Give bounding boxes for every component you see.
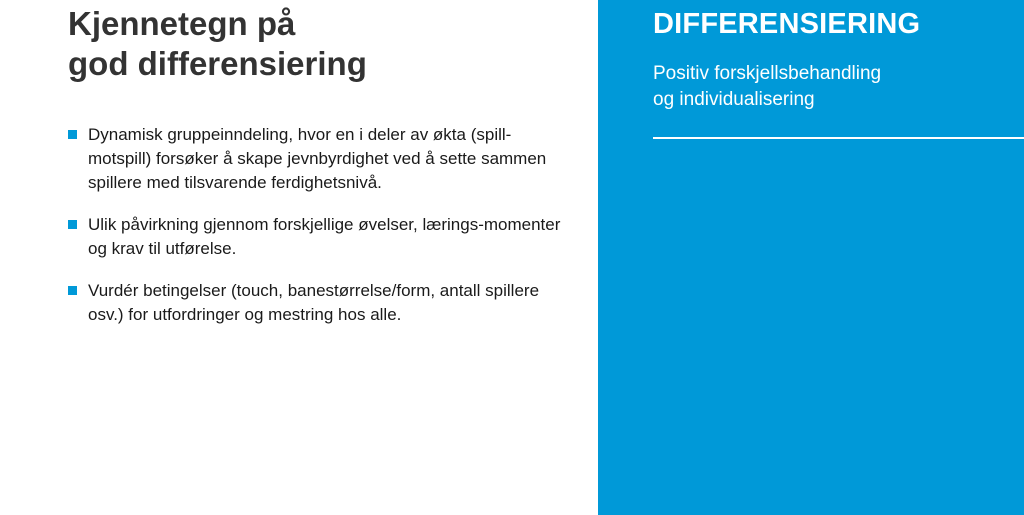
sidebar-subtitle — [653, 61, 993, 113]
bullet-item — [68, 279, 568, 327]
bullet-text: Vurdér betingelser (touch, banestørrelse/form, antall spillere osv.) for utfordringer og mestring hos alle. — [88, 281, 540, 324]
bullet-list — [68, 123, 568, 345]
bullet-item — [68, 123, 568, 195]
sidebar-title: DIFFERENSIERING — [653, 8, 921, 40]
bullet-item — [68, 213, 568, 261]
square-bullet-icon — [68, 220, 77, 229]
page-title-line-1: Kjennetegn på — [68, 5, 296, 42]
page-title — [68, 4, 568, 84]
page-title-line-2: god differensiering — [68, 45, 367, 82]
bullet-text: Dynamisk gruppeinndeling, hvor en i deler av økta (spill-motspill) forsøker å skape jevnbyrdighet ved å sette sammen spillere med tilsvarende ferdighetsnivå. — [88, 125, 547, 192]
sidebar-divider — [653, 137, 1024, 139]
sidebar-subtitle-line-2: og individualisering — [653, 89, 815, 110]
square-bullet-icon — [68, 286, 77, 295]
sidebar-subtitle-line-1: Positiv forskjellsbehandling — [653, 63, 882, 84]
square-bullet-icon — [68, 130, 77, 139]
bullet-text: Ulik påvirkning gjennom forskjellige øvelser, lærings-momenter og krav til utførelse. — [88, 215, 561, 258]
sidebar-panel — [598, 0, 1024, 515]
